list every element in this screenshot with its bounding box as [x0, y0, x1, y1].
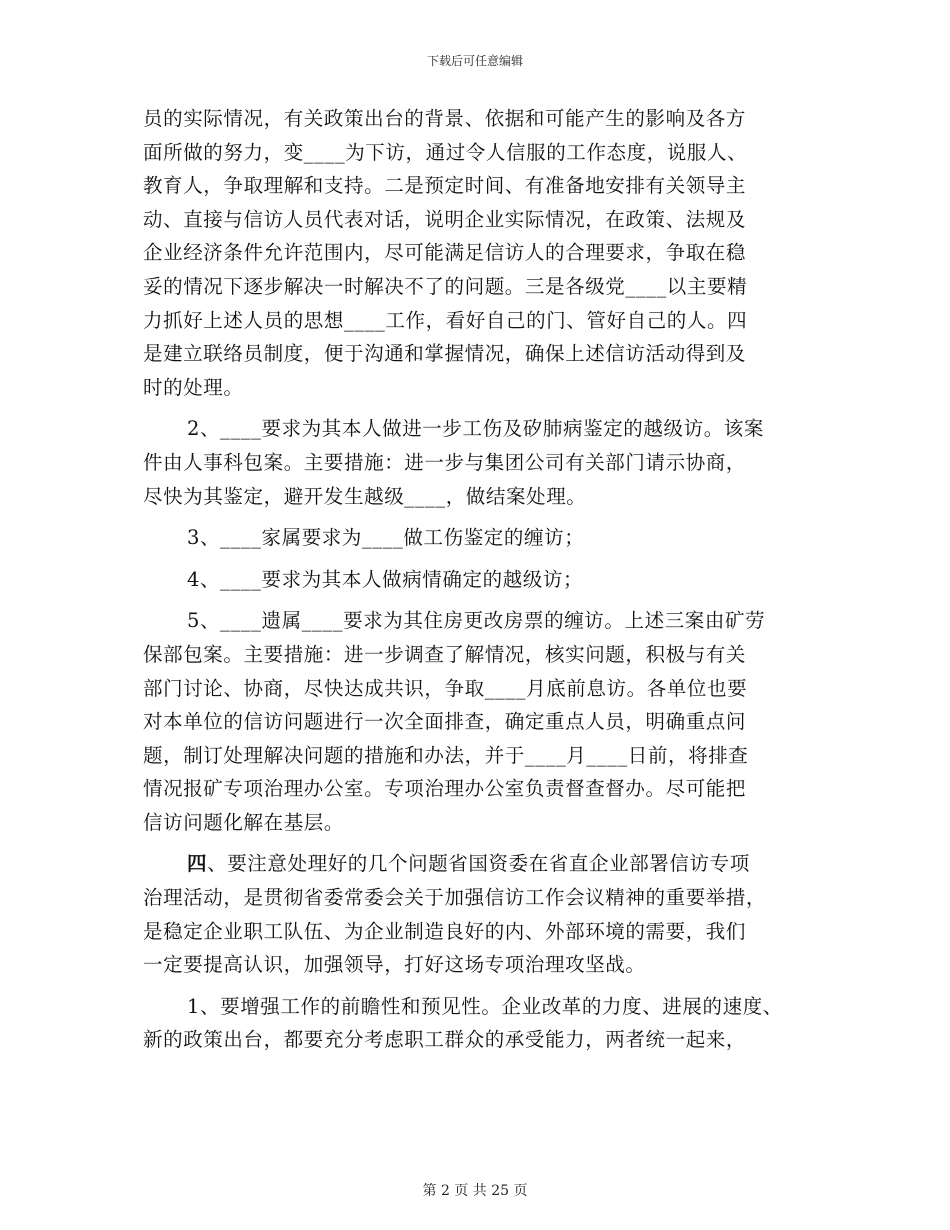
- paragraph-4: [143, 563, 811, 597]
- paragraph-2: [143, 412, 811, 513]
- paragraph-1: [143, 102, 811, 404]
- text-line: 5、____遗属____要求为其住房更改房票的缠访。上述三案由矿劳: [187, 609, 766, 633]
- text-line: 题，制订处理解决问题的措施和办法，并于____月____日前，将排查: [143, 743, 749, 767]
- text-line: 治理活动，是贯彻省委常委会关于加强信访工作会议精神的重要举措，: [143, 886, 767, 910]
- page-footer: 第 2 页 共 25 页: [422, 1183, 528, 1199]
- text-line: 部门讨论、协商，尽快达成共识，争取____月底前息访。各单位也要: [143, 676, 748, 700]
- text-line: [143, 847, 811, 881]
- paragraph-7: [143, 990, 811, 1057]
- text-line: 一定要提高认识，加强领导，打好这场专项治理攻坚战。: [143, 953, 646, 977]
- text-line: 是建立联络员制度，便于沟通和掌握情况，确保上述信访活动得到及: [143, 342, 747, 366]
- text-line: 对本单位的信访问题进行一次全面排查，确定重点人员，明确重点问: [143, 710, 747, 734]
- text-line: 4、____要求为其本人做病情确定的越级访；: [187, 567, 584, 591]
- document-body: [143, 102, 811, 1057]
- text-line: 情况报矿专项治理办公室。专项治理办公室负责督查督办。尽可能把: [143, 777, 747, 801]
- text-line: 保部包案。主要措施：进一步调查了解情况，核实问题，积极与有关: [143, 642, 747, 666]
- text-line: 新的政策出台，都要充分考虑职工群众的承受能力，两者统一起来，: [143, 1028, 747, 1052]
- text-line: 时的处理。: [143, 375, 244, 399]
- section-number: 四: [187, 852, 208, 876]
- text-line: 妥的情况下逐步解决一时解决不了的问题。三是各级党____以主要精: [143, 274, 748, 298]
- text-line: 1、要增强工作的前瞻性和预见性。企业改革的力度、进展的速度、: [187, 994, 783, 1018]
- paragraph-6: [143, 847, 811, 981]
- text-line: 教育人，争取理解和支持。二是预定时间、有准备地安排有关领导主: [143, 174, 747, 198]
- text-line: 信访问题化解在基层。: [143, 810, 345, 834]
- text-line: 动、直接与信访人员代表对话，说明企业实际情况，在政策、法规及: [143, 207, 747, 231]
- text-line: 3、____家属要求为____做工伤鉴定的缠访；: [187, 526, 585, 550]
- text-line: 件由人事科包案。主要措施：进一步与集团公司有关部门请示协商，: [143, 450, 747, 474]
- text-line: 力抓好上述人员的思想____工作，看好自己的门、管好自己的人。四: [143, 308, 748, 332]
- section-heading-text: 、要注意处理好的几个问题省国资委在省直企业部署信访专项: [207, 852, 750, 876]
- text-line: 尽快为其鉴定，避开发生越级____，做结案处理。: [143, 484, 587, 508]
- text-line: 企业经济条件允许范围内，尽可能满足信访人的合理要求，争取在稳: [143, 241, 747, 265]
- text-line: 2、____要求为其本人做进一步工伤及矽肺病鉴定的越级访。该案: [187, 417, 765, 441]
- page-header: 下载后可任意编辑: [426, 54, 523, 68]
- text-line: 员的实际情况，有关政策出台的背景、依据和可能产生的影响及各方: [143, 107, 747, 130]
- paragraph-3: [143, 521, 811, 555]
- text-line: 面所做的努力，变____为下访，通过令人信服的工作态度，说服人、: [143, 140, 748, 164]
- text-line: 是稳定企业职工队伍、为企业制造良好的内、外部环境的需要，我们: [143, 919, 747, 943]
- paragraph-5: [143, 604, 811, 839]
